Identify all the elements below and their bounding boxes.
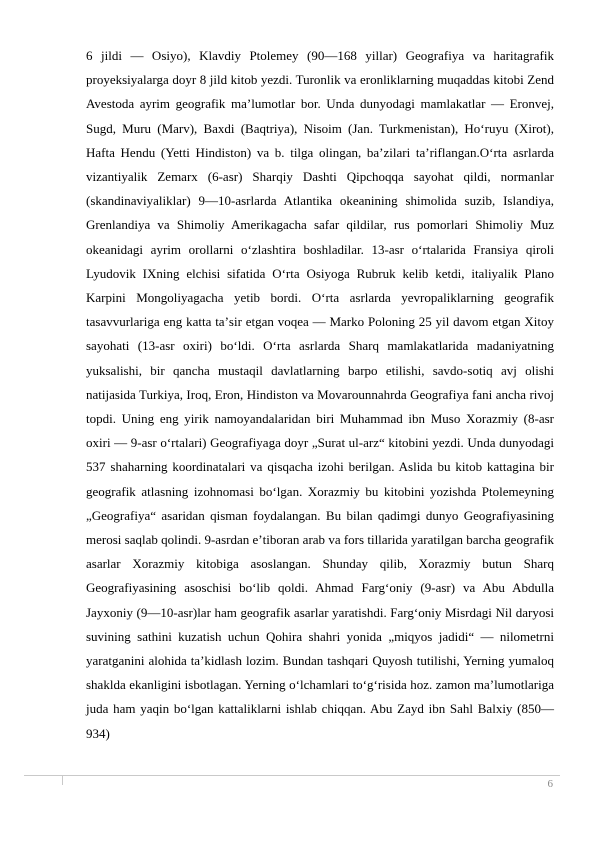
page-number: 6 [547, 778, 553, 790]
body-text-block [86, 44, 554, 746]
footer-divider [24, 775, 560, 776]
footer-divider-tab [24, 775, 63, 785]
body-paragraph: 6 jildi — Osiyo), Klavdiy Ptolemey (90—168 yillar) Geografiya va haritagrafik proyeksiyalarga doyr 8 jild kitob yezdi. Turonlik va eronliklarning muqaddas kitobi Zend Avestoda ayrim geografik maʼlumotlar bor. Unda dunyodagi mamlakatlar — Eronvej, Sugd, Muru (Marv), Baxdi (Baqtriya), Nisoim (Jan. Turkmenistan), Hoʻruyu (Xirot), Hafta Hendu (Yetti Hindiston) va b. tilga olingan, baʼzilari taʼriflangan.Oʻrta asrlarda vizantiyalik Zemarx (6-asr) Sharqiy Dashti Qipchoqqa sayohat qildi, normanlar (skandinaviyaliklar) 9—10-asrlarda Atlantika okeanining shimolida suzib, Islandiya, Grenlandiya va Shimoliy Amerikagacha safar qildilar, rus pomorlari Shimoliy Muz okeanidagi ayrim orollarni oʻzlashtira boshladilar. 13-asr oʻrtalarida Fransiya qiroli Lyudovik IXning elchisi sifatida Oʻrta Osiyoga Rubruk kelib ketdi, italiyalik Plano Karpini Mongoliyagacha yetib bordi. Oʻrta asrlarda yevropaliklarning geografik tasavvurlariga eng katta taʼsir etgan voqea — Marko Poloning 25 yil davom etgan Xitoy sayohati (13-asr oxiri) boʻldi. Oʻrta asrlarda Sharq mamlakatlarida madaniyatning yuksalishi, bir qancha mustaqil davlatlarning barpo etilishi, savdo-sotiq avj olishi natijasida Turkiya, Iroq, Eron, Hindiston va Movarounnahrda Geografiya fani ancha rivoj topdi. Uning eng yirik namoyandalaridan biri Muhammad ibn Muso Xorazmiy (8-asr oxiri — 9-asr oʻrtalari) Geografiyaga doyr „Surat ul-arz“ kitobini yezdi. Unda dunyodagi 537 shaharning koordinatalari va qisqacha izohi berilgan. Aslida bu kitob kattagina bir geografik atlasning izohnomasi boʻlgan. Xorazmiy bu kitobini yozishda Ptolemeyning „Geografiya“ asaridan qisman foydalangan. Bu bilan qadimgi dunyo Geografiyasining merosi saqlab qolindi. 9-asrdan eʼtiboran arab va fors tillarida yaratilgan barcha geografik asarlar Xorazmiy kitobiga asoslangan. Shunday qilib, Xorazmiy butun Sharq Geografiyasining asoschisi boʻlib qoldi. Ahmad Fargʻoniy (9-asr) va Abu Abdulla Jayxoniy (9—10-asr)lar ham geografik asarlar yaratishdi. Fargʻoniy Misrdagi Nil daryosi suvining sathini kuzatish uchun Qohira shahri yonida „miqyos jadidi“ — nilometrni yaratganini alohida taʼkidlash lozim. Bundan tashqari Quyosh tutilishi, Yerning yumaloq shaklda ekanligini isbotlagan. Yerning oʻlchamlari toʻgʻrisida hoz. zamon maʼlumotlariga juda ham yaqin boʻlgan kattaliklarni ishlab chiqqan. Abu Zayd ibn Sahl Balxiy (850—934) [86, 48, 554, 741]
